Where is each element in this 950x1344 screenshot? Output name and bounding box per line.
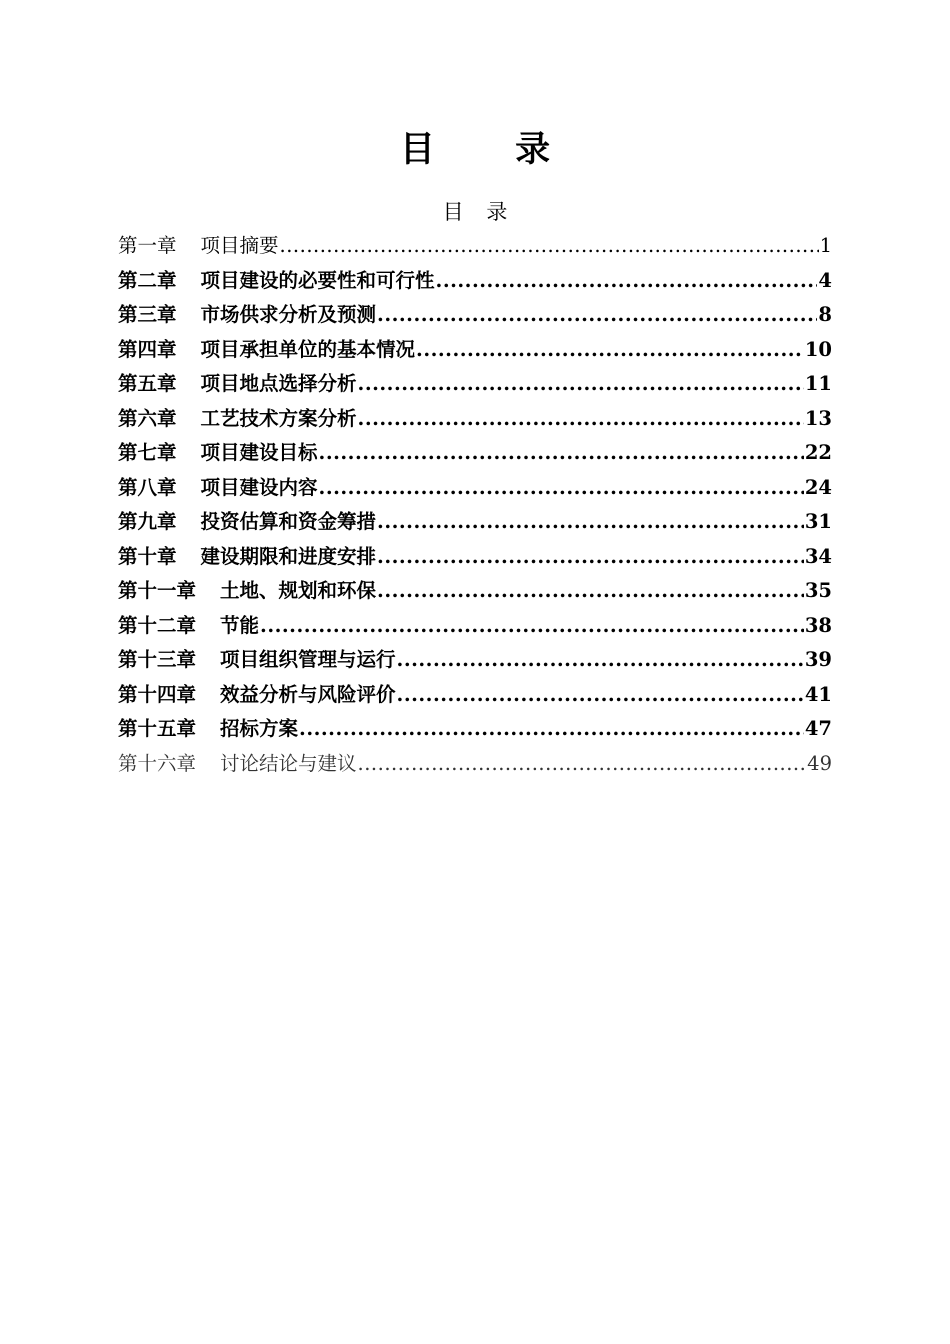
toc-chapter-title: 土地、规划和环保 (220, 579, 377, 602)
toc-dot-leader (358, 747, 807, 782)
toc-chapter-number: 第四章 (118, 337, 177, 361)
toc-chapter-title: 工艺技术方案分析 (200, 406, 357, 430)
toc-entry[interactable] (118, 712, 832, 747)
toc-chapter-title: 效益分析与风险评价 (220, 682, 396, 706)
toc-entry[interactable] (118, 540, 832, 575)
toc-page-number: 13 (804, 406, 832, 430)
toc-chapter-number: 第九章 (118, 510, 177, 533)
toc-page-number: 47 (804, 717, 832, 740)
toc-dot-leader (299, 712, 804, 747)
toc-chapter-title: 招标方案 (220, 717, 299, 740)
toc-page-number: 35 (804, 579, 832, 602)
toc-chapter-number: 第十一章 (118, 579, 197, 602)
toc-page-number: 24 (804, 475, 832, 499)
toc-chapter-number: 第十四章 (118, 682, 197, 706)
toc-chapter-number: 第二章 (118, 268, 177, 292)
toc-chapter-title: 节能 (220, 613, 260, 637)
toc-chapter-title: 项目组织管理与运行 (220, 648, 396, 671)
toc-chapter-title: 项目地点选择分析 (200, 372, 357, 395)
toc-entry[interactable] (118, 609, 832, 644)
toc-chapter-title: 投资估算和资金筹措 (200, 510, 377, 533)
toc-entry[interactable] (118, 436, 832, 471)
toc-chapter-number: 第十三章 (118, 648, 197, 671)
toc-entry[interactable] (118, 574, 832, 609)
toc-page-number: 10 (804, 337, 832, 361)
toc-dot-leader (436, 264, 818, 299)
toc-chapter-number: 第十二章 (118, 613, 197, 637)
toc-page-number: 39 (804, 648, 832, 671)
toc-chapter-title: 建设期限和进度安排 (200, 544, 377, 568)
toc-chapter-number: 第十六章 (118, 751, 197, 775)
toc-dot-leader (397, 678, 804, 713)
toc-page-number: 41 (804, 682, 832, 706)
toc-page-number: 4 (818, 268, 832, 292)
toc-dot-leader (260, 609, 804, 644)
toc-page-number: 31 (804, 510, 832, 533)
toc-entry[interactable] (118, 505, 832, 540)
toc-dot-leader (377, 298, 817, 333)
toc-chapter-title: 市场供求分析及预测 (200, 303, 377, 326)
toc-page-number: 34 (804, 544, 832, 568)
toc-chapter-number: 第一章 (118, 234, 177, 257)
toc-chapter-title: 项目摘要 (200, 234, 279, 257)
toc-page-number: 1 (819, 234, 832, 257)
toc-dot-leader (319, 471, 804, 506)
table-of-contents (118, 229, 832, 781)
toc-chapter-title: 项目建设的必要性和可行性 (200, 268, 435, 292)
toc-dot-leader (377, 505, 804, 540)
toc-dot-leader (358, 402, 804, 437)
toc-entry[interactable] (118, 298, 832, 333)
toc-dot-leader (319, 436, 804, 471)
toc-chapter-title: 项目承担单位的基本情况 (200, 337, 416, 361)
toc-dot-leader (397, 643, 804, 678)
toc-dot-leader (377, 540, 804, 575)
toc-page-number: 49 (807, 751, 832, 775)
toc-chapter-number: 第八章 (118, 475, 177, 499)
page-title: 目 录 (399, 130, 585, 170)
toc-entry[interactable] (118, 264, 832, 299)
toc-chapter-number: 第三章 (118, 303, 177, 326)
toc-chapter-number: 第七章 (118, 441, 177, 464)
toc-page-number: 11 (804, 372, 832, 395)
toc-page-number: 22 (804, 441, 832, 464)
toc-chapter-title: 讨论结论与建议 (220, 751, 357, 775)
toc-entry[interactable] (118, 643, 832, 678)
toc-entry[interactable] (118, 229, 832, 264)
toc-chapter-title: 项目建设内容 (200, 475, 318, 499)
toc-entry[interactable] (118, 333, 832, 368)
toc-entry[interactable] (118, 402, 832, 437)
toc-entry[interactable] (118, 367, 832, 402)
toc-dot-leader (280, 229, 819, 264)
toc-entry[interactable] (118, 747, 832, 782)
toc-entry[interactable] (118, 471, 832, 506)
toc-heading: 目 录 (442, 200, 516, 224)
toc-entry[interactable] (118, 678, 832, 713)
toc-dot-leader (358, 367, 804, 402)
toc-dot-leader (377, 574, 804, 609)
toc-page-number: 8 (818, 303, 832, 326)
toc-chapter-number: 第六章 (118, 406, 177, 430)
toc-chapter-number: 第十五章 (118, 717, 197, 740)
toc-chapter-number: 第十章 (118, 544, 177, 568)
toc-dot-leader (416, 333, 804, 368)
toc-page-number: 38 (804, 613, 832, 637)
toc-chapter-title: 项目建设目标 (200, 441, 318, 464)
toc-chapter-number: 第五章 (118, 372, 177, 395)
